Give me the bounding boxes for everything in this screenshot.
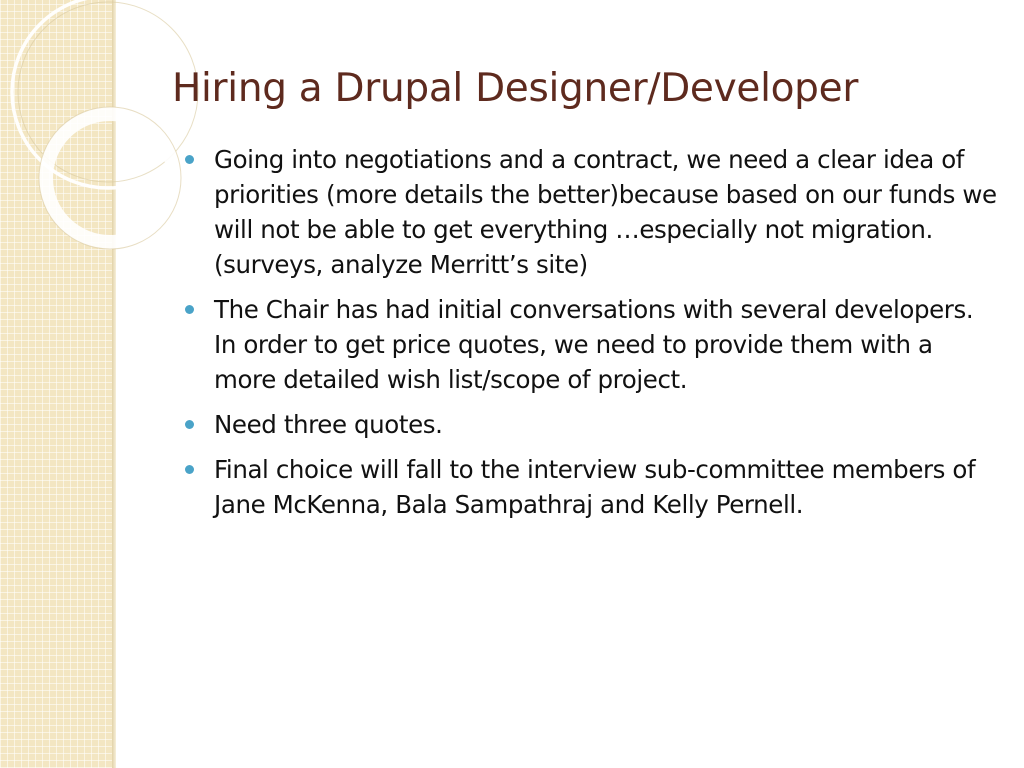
bullet-text: Going into negotiations and a contract, we need a clear idea of priorities (more details the better)because based on our funds we will not be able to get everything …especially not migration. (surveys, analyze Merritt’s site) [214,145,997,279]
slide-title: Hiring a Drupal Designer/Developer [172,66,859,111]
decorative-circles [0,0,130,768]
bullet-text: The Chair has had initial conversations with several developers. In order to get price quotes, we need to provide them with a more detailed wish list/scope of project. [214,295,974,394]
bullet-dot-icon [185,420,194,429]
bullet-dot-icon [185,155,194,164]
bullet-item [182,407,997,442]
bullet-text: Need three quotes. [214,410,443,439]
bullet-text: Final choice will fall to the interview sub-committee members of Jane McKenna, Bala Sampathraj and Kelly Pernell. [214,455,976,519]
bullet-item [182,452,997,522]
bullet-dot-icon [185,465,194,474]
bullet-dot-icon [185,305,194,314]
bullet-list [182,142,997,532]
bullet-item [182,292,997,397]
bullet-item [182,142,997,282]
